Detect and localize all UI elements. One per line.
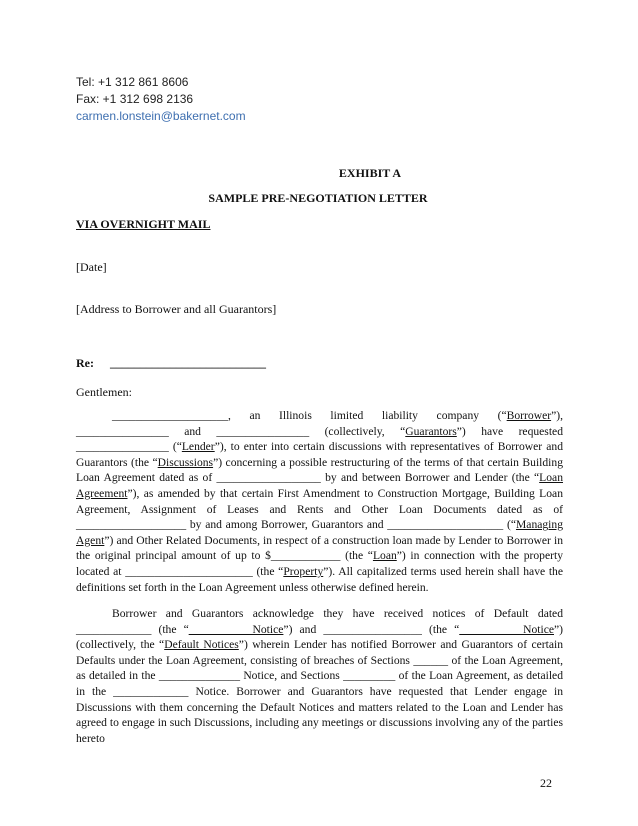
- contact-fax: Fax: +1 312 698 2136: [76, 92, 194, 106]
- text-segment: ”), ________________ and ________________ (collectively, “: [76, 409, 563, 438]
- paragraph-default-notices: [76, 606, 563, 746]
- text-segment: ____________________, an Illinois limited liability company (“: [112, 409, 507, 422]
- text-segment: Borrower and Guarantors acknowledge they have received notices of Default dated _____________ (the “: [76, 607, 563, 636]
- text-segment: ”) have requested ________________ (“: [76, 424, 563, 454]
- defined-term: Loan: [372, 549, 397, 563]
- defined-term: Guarantors: [405, 424, 457, 438]
- defined-term: Default Notices: [164, 638, 239, 652]
- exhibit-title: EXHIBIT A: [338, 166, 402, 180]
- re-label: Re:: [76, 356, 94, 370]
- defined-term: ___________Notice: [459, 622, 554, 636]
- paragraph-recitals: [76, 408, 563, 595]
- defined-term: ___________Notice: [188, 622, 284, 636]
- delivery-method: VIA OVERNIGHT MAIL: [76, 217, 211, 231]
- defined-term: Discussions: [157, 455, 214, 469]
- text-segment: ”) concerning a possible restructuring of the terms of that certain Building Loan Agreement dated as of __________________ by and between Borrower and Lender (the “: [76, 455, 563, 485]
- date-placeholder: [Date]: [76, 260, 107, 274]
- defined-term: Property: [283, 564, 324, 578]
- address-placeholder: [Address to Borrower and all Guarantors]: [76, 302, 277, 316]
- text-segment: ”) in connection with the property located at ______________________ (the “: [76, 549, 563, 578]
- defined-term: Managing Agent: [76, 518, 563, 547]
- salutation: Gentlemen:: [76, 385, 132, 399]
- text-segment: ”) and Other Related Documents, in respect of a construction loan made by Lender to Borrower in the original principal amount of up to $____________ (the “: [76, 533, 563, 563]
- defined-term: Lender: [181, 440, 215, 454]
- contact-email-link[interactable]: carmen.lonstein@bakernet.com: [76, 109, 246, 123]
- letter-title: SAMPLE PRE-NEGOTIATION LETTER: [208, 191, 428, 205]
- text-segment: ”), as amended by that certain First Amendment to Construction Mortgage, Building Loan Agreement, Assignment of Leases and Rents and Other Loan Documents dated as of ___________________ by and among Borrower, Guarantors and ____________________ (“: [76, 486, 563, 532]
- text-segment: ”) wherein Lender has notified Borrower and Guarantors of certain Defaults under the Loan Agreement, consisting of breaches of Sections ______ of the Loan Agreement, as detailed in the ______________ Notice, and Sections _________ of the Loan Agreement, as detailed in the _____________ Notice. Borrower and Guarantors have requested that Lender engage in Discussions with them concerning the Default Notices and matters related to the Loan and Lender has agreed to engage in such Discussions, including any meetings or discussions involving any of the parties hereto: [76, 638, 563, 745]
- page-number: 22: [540, 776, 552, 790]
- defined-term: Loan Agreement: [76, 471, 563, 500]
- contact-phone: Tel: +1 312 861 8606: [76, 75, 189, 89]
- text-segment: ”), to enter into certain discussions with representatives of Borrower and Guarantors (the “: [76, 440, 563, 469]
- re-subject-blank: __________________________: [110, 356, 266, 370]
- text-segment: ”) (collectively, the “: [76, 622, 564, 652]
- text-segment: ”) and _________________ (the “: [283, 622, 460, 636]
- text-segment: ”). All capitalized terms used herein shall have the definitions set forth in the Loan Agreement unless otherwise defined herein.: [76, 564, 563, 594]
- defined-term: Borrower: [506, 409, 552, 422]
